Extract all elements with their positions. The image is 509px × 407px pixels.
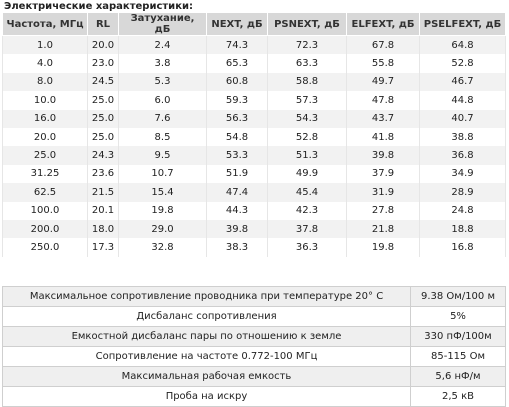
table-cell: 39.8 — [347, 146, 420, 164]
table-cell: 52.8 — [268, 128, 347, 146]
col-header-next: NEXT, дБ — [207, 13, 268, 36]
table-cell: 36.3 — [268, 238, 347, 256]
table-cell: 64.8 — [420, 36, 506, 55]
table-cell: 36.8 — [420, 146, 506, 164]
table-cell: 53.3 — [207, 146, 268, 164]
table-cell: 20.0 — [88, 36, 119, 55]
table-cell: 38.8 — [420, 128, 506, 146]
col-header-attenuation: Затухание, дБ — [119, 13, 207, 36]
table-cell: 41.8 — [347, 128, 420, 146]
table-row — [3, 220, 506, 238]
table-row — [3, 110, 506, 128]
property-value: 9.38 Ом/100 м — [411, 287, 506, 307]
table-cell: 32.8 — [119, 238, 207, 256]
table-row — [3, 91, 506, 109]
table-cell: 100.0 — [3, 202, 88, 220]
property-row — [3, 367, 506, 387]
specs-header-row — [3, 13, 506, 36]
table-cell: 17.3 — [88, 238, 119, 256]
table-cell: 5.3 — [119, 73, 207, 91]
table-cell: 28.9 — [420, 183, 506, 201]
property-row — [3, 327, 506, 347]
property-value: 5% — [411, 307, 506, 327]
property-value: 330 пФ/100м — [411, 327, 506, 347]
table-cell: 24.8 — [420, 202, 506, 220]
property-row — [3, 307, 506, 327]
table-cell: 9.5 — [119, 146, 207, 164]
table-cell: 8.0 — [3, 73, 88, 91]
table-cell: 40.7 — [420, 110, 506, 128]
table-cell: 19.8 — [119, 202, 207, 220]
table-cell: 6.0 — [119, 91, 207, 109]
table-cell: 19.8 — [347, 238, 420, 256]
table-cell: 45.4 — [268, 183, 347, 201]
table-cell: 1.0 — [3, 36, 88, 55]
property-value: 2,5 кВ — [411, 387, 506, 407]
table-row — [3, 128, 506, 146]
table-cell: 49.9 — [268, 165, 347, 183]
property-row — [3, 387, 506, 407]
table-cell: 25.0 — [88, 110, 119, 128]
table-cell: 34.9 — [420, 165, 506, 183]
table-cell: 18.0 — [88, 220, 119, 238]
table-cell: 47.8 — [347, 91, 420, 109]
table-cell: 62.5 — [3, 183, 88, 201]
table-cell: 47.4 — [207, 183, 268, 201]
table-cell: 46.7 — [420, 73, 506, 91]
table-cell: 74.3 — [207, 36, 268, 55]
property-value: 85-115 Ом — [411, 347, 506, 367]
table-cell: 23.0 — [88, 54, 119, 72]
properties-table — [2, 286, 506, 407]
table-cell: 51.9 — [207, 165, 268, 183]
property-row — [3, 287, 506, 307]
table-cell: 49.7 — [347, 73, 420, 91]
table-row — [3, 146, 506, 164]
property-value: 5,6 нФ/м — [411, 367, 506, 387]
section-title: Электрические характеристики: — [4, 1, 193, 12]
table-cell: 4.0 — [3, 54, 88, 72]
table-cell: 29.0 — [119, 220, 207, 238]
table-cell: 2.4 — [119, 36, 207, 55]
table-cell: 10.7 — [119, 165, 207, 183]
table-cell: 58.8 — [268, 73, 347, 91]
table-cell: 31.25 — [3, 165, 88, 183]
col-header-frequency: Частота, МГц — [3, 13, 88, 36]
table-cell: 31.9 — [347, 183, 420, 201]
table-cell: 18.8 — [420, 220, 506, 238]
table-cell: 250.0 — [3, 238, 88, 256]
electrical-specs-table — [2, 12, 506, 257]
table-cell: 20.1 — [88, 202, 119, 220]
table-cell: 25.0 — [88, 128, 119, 146]
table-cell: 52.8 — [420, 54, 506, 72]
table-cell: 20.0 — [3, 128, 88, 146]
table-cell: 65.3 — [207, 54, 268, 72]
table-cell: 8.5 — [119, 128, 207, 146]
table-cell: 15.4 — [119, 183, 207, 201]
col-header-pselfext: PSELFEXT, дБ — [420, 13, 506, 36]
table-row — [3, 36, 506, 55]
property-label: Проба на искру — [3, 387, 411, 407]
table-cell: 25.0 — [88, 91, 119, 109]
table-cell: 21.5 — [88, 183, 119, 201]
table-cell: 200.0 — [3, 220, 88, 238]
col-header-rl: RL — [88, 13, 119, 36]
table-cell: 7.6 — [119, 110, 207, 128]
property-label: Емкостной дисбаланс пары по отношению к земле — [3, 327, 411, 347]
table-row — [3, 183, 506, 201]
property-label: Сопротивление на частоте 0.772-100 МГц — [3, 347, 411, 367]
col-header-elfext: ELFEXT, дБ — [347, 13, 420, 36]
table-cell: 16.8 — [420, 238, 506, 256]
table-cell: 37.8 — [268, 220, 347, 238]
table-cell: 57.3 — [268, 91, 347, 109]
table-cell: 43.7 — [347, 110, 420, 128]
table-cell: 23.6 — [88, 165, 119, 183]
table-cell: 60.8 — [207, 73, 268, 91]
table-cell: 59.3 — [207, 91, 268, 109]
table-cell: 54.3 — [268, 110, 347, 128]
table-cell: 24.5 — [88, 73, 119, 91]
table-cell: 44.3 — [207, 202, 268, 220]
table-cell: 72.3 — [268, 36, 347, 55]
property-label: Максимальная рабочая емкость — [3, 367, 411, 387]
table-cell: 16.0 — [3, 110, 88, 128]
property-label: Максимальное сопротивление проводника при температуре 20° С — [3, 287, 411, 307]
table-cell: 3.8 — [119, 54, 207, 72]
table-cell: 42.3 — [268, 202, 347, 220]
table-cell: 56.3 — [207, 110, 268, 128]
table-cell: 27.8 — [347, 202, 420, 220]
table-cell: 44.8 — [420, 91, 506, 109]
table-cell: 55.8 — [347, 54, 420, 72]
table-row — [3, 54, 506, 72]
col-header-psnext: PSNEXT, дБ — [268, 13, 347, 36]
table-cell: 10.0 — [3, 91, 88, 109]
table-row — [3, 73, 506, 91]
table-cell: 25.0 — [3, 146, 88, 164]
table-cell: 37.9 — [347, 165, 420, 183]
property-row — [3, 347, 506, 367]
table-cell: 38.3 — [207, 238, 268, 256]
table-cell: 24.3 — [88, 146, 119, 164]
table-row — [3, 238, 506, 256]
table-cell: 21.8 — [347, 220, 420, 238]
property-label: Дисбаланс сопротивления — [3, 307, 411, 327]
table-cell: 63.3 — [268, 54, 347, 72]
table-cell: 51.3 — [268, 146, 347, 164]
table-cell: 39.8 — [207, 220, 268, 238]
table-cell: 54.8 — [207, 128, 268, 146]
table-row — [3, 202, 506, 220]
table-row — [3, 165, 506, 183]
table-cell: 67.8 — [347, 36, 420, 55]
